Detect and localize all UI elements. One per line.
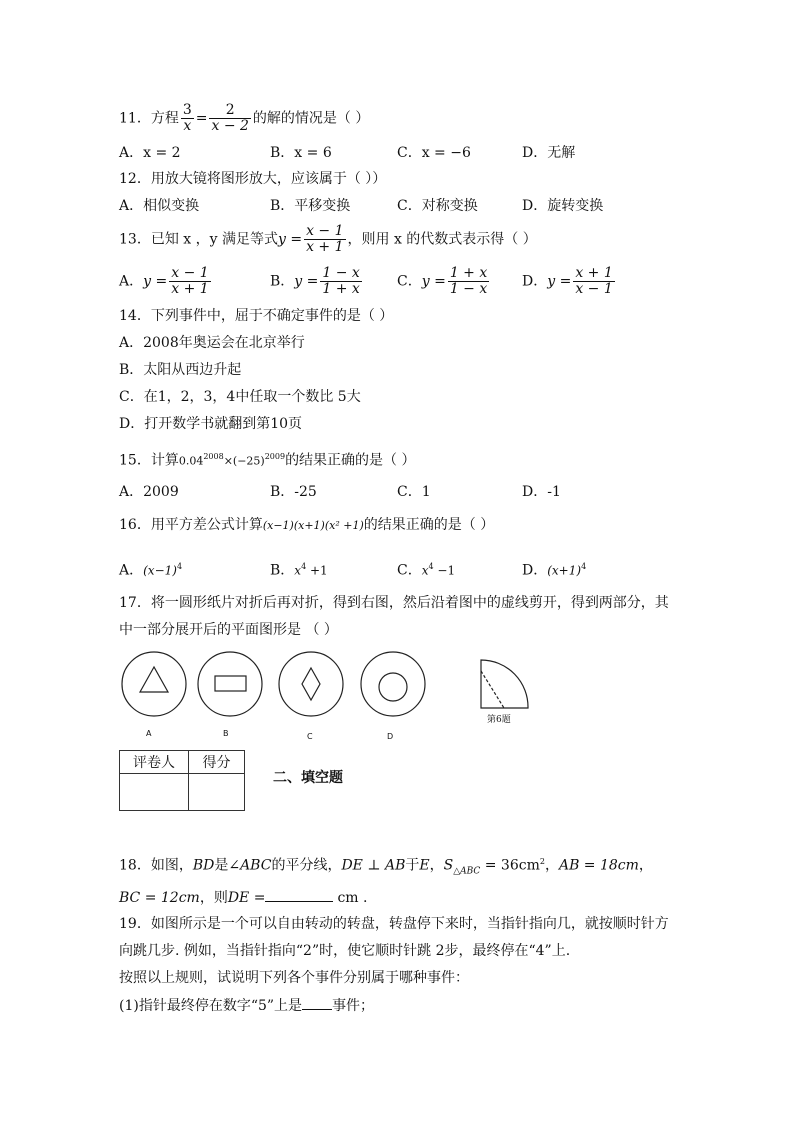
q13-option-b-numerator: 1 − x: [322, 265, 360, 281]
q16-option-b-tail: +1: [306, 563, 328, 578]
q11-option-d: D．无解: [522, 145, 576, 161]
q13-option-a-lhs: y =: [143, 273, 168, 290]
q13-option-d-label: D．: [522, 273, 548, 290]
q16-option-c-label: C．: [397, 562, 422, 579]
q18-angle-abc: ∠ABC: [228, 857, 272, 874]
q18-text-d: 于: [405, 857, 420, 874]
q16-expression: (x−1)(x+1)(x² +1): [262, 519, 364, 532]
q16-option-c-base: x: [421, 563, 429, 578]
q13-stem-y: y =: [277, 231, 303, 248]
q18-area-exponent: 2: [539, 857, 545, 866]
figure-a-label: A: [146, 729, 152, 738]
folded-sector-figure: [481, 660, 528, 708]
q18-area-subscript: △ABC: [453, 866, 481, 877]
q18-ab-length: AB = 18cm: [558, 857, 639, 874]
q16-option-a-label: A．: [119, 562, 144, 579]
q14-stem: 14．下列事件中，屈于不确定事件的是（ ）: [119, 308, 394, 324]
q15-stem-a: 15．计算: [119, 452, 179, 469]
q13-option-b-denominator: 1 + x: [322, 281, 360, 297]
q15-option-d: D．-1: [522, 484, 561, 500]
q13-option-d-lhs: y =: [547, 273, 572, 290]
q13-stem-b: ，则用 x 的代数式表示得（ ）: [347, 231, 537, 248]
q15-base: 0.04: [178, 454, 204, 468]
q13-option-c-lhs: y =: [421, 273, 446, 290]
q13-stem-denominator: x + 1: [306, 239, 344, 255]
q18-unit: cm .: [337, 890, 368, 906]
q18-bd: BD: [192, 857, 215, 874]
grader-header: 评卷人: [120, 751, 189, 774]
q18-bc-length: BC = 12cm: [119, 890, 200, 906]
figure-d-label: D: [387, 732, 394, 741]
q19-line4: [119, 995, 374, 1016]
q15-option-c: C．1: [397, 484, 431, 500]
q18-answer-blank[interactable]: [265, 887, 333, 902]
q14-option-a: A．2008年奥运会在北京举行: [119, 335, 305, 351]
q18-point-e: E: [419, 857, 430, 874]
q16-option-c-tail: −1: [433, 563, 456, 578]
grade-table: [119, 750, 245, 811]
grader-cell[interactable]: [120, 774, 189, 811]
q12-option-d: D．旋转变换: [522, 198, 604, 214]
q18-de-perp-ab: DE ⊥ AB: [341, 857, 406, 874]
q13-stem-numerator: x − 1: [306, 223, 344, 239]
q13-option-b-label: B．: [270, 273, 295, 290]
q18-line2: [119, 887, 367, 908]
q16-option-c-exponent: 4: [428, 562, 434, 571]
q16-option-a-exponent: 4: [176, 562, 183, 571]
q16-option-a-base: (x−1): [143, 563, 177, 578]
q18-text-a: 18．如图，: [119, 857, 193, 874]
q18-text-e: ，: [429, 857, 444, 874]
figure-c-circle-diamond: [279, 652, 343, 716]
q19-line3: 按照以上规则，试说明下列各个事件分别属于哪种事件：: [119, 970, 469, 986]
q11-option-c: C．x = −6: [397, 145, 471, 161]
fold-figure-caption: 第6题: [487, 715, 511, 725]
figure-a-circle-triangle: [122, 652, 186, 716]
q18-area-value: = 36cm: [480, 857, 540, 874]
q19-answer-blank-1[interactable]: [302, 995, 332, 1010]
q13-option-d-numerator: x + 1: [575, 265, 613, 281]
q16-option-d-label: D．: [522, 562, 548, 579]
q13-option-c-denominator: 1 − x: [449, 281, 488, 297]
q19-line2: 向跳几步. 例如，当指针指向“2”时，使它顺时针跳 2步，最终停在“4”上.: [119, 943, 571, 959]
q11-lhs-denominator: x: [183, 118, 192, 134]
q12-option-a: A．相似变换: [119, 198, 200, 214]
q13-option-c-numerator: 1 + x: [449, 265, 488, 281]
score-cell[interactable]: [189, 774, 245, 811]
q15-option-b: B．-25: [270, 484, 317, 500]
q18-line1: [119, 852, 653, 881]
q18-area-symbol: S: [443, 857, 454, 874]
q17-stem-line2: 中一部分展开后的平面图形是 （ ）: [119, 622, 338, 638]
figure-d-circle-ring: [361, 652, 425, 716]
q16-option-d-exponent: 4: [581, 562, 587, 571]
q18-text-f: ，: [544, 857, 559, 874]
q18-text-b: 是: [214, 857, 229, 874]
score-header: 得分: [189, 751, 245, 774]
q11-option-a: A．x = 2: [119, 145, 181, 161]
q17-stem-line1: 17．将一圆形纸片对折后再对折，得到右图，然后沿着图中的虚线剪开，得到两部分，其: [119, 595, 669, 611]
q16-option-d-base: (x+1): [547, 563, 582, 578]
q13-option-a-numerator: x − 1: [171, 265, 209, 281]
q14-option-c: C．在1，2，3，4中任取一个数比 5大: [119, 389, 361, 405]
q18-text-c: 的平分线，: [271, 857, 342, 874]
q16-stem-a: 16．用平方差公式计算: [119, 517, 263, 533]
q18-de-equals: DE =: [227, 890, 266, 906]
q16-option-b-label: B．: [270, 562, 295, 579]
section-title: 二、填空题: [273, 770, 343, 786]
q15-exponent-1: 2008: [203, 452, 224, 461]
q19-subquestion-1-tail: 事件；: [332, 998, 375, 1014]
q13-option-c-label: C．: [397, 273, 422, 290]
q15-stem-b: 的结果正确的是（ ）: [285, 452, 416, 469]
q18-text-h: ，则: [199, 890, 228, 906]
figure-b-label: B: [223, 729, 229, 738]
q13-stem-a: 13．已知 x ，y 满足等式: [119, 231, 278, 248]
q12-option-c: C．对称变换: [397, 198, 478, 214]
q15-option-a: A．2009: [119, 484, 179, 500]
figure-c-label: C: [307, 732, 313, 741]
q12-option-b: B．平移变换: [270, 198, 351, 214]
q13-option-b-lhs: y =: [294, 273, 319, 290]
q15-exponent-2: 2009: [264, 452, 286, 461]
q11-rhs-denominator: x − 2: [211, 118, 249, 134]
q14-option-d: D．打开数学书就翻到第10页: [119, 416, 303, 432]
q13-option-d-denominator: x − 1: [575, 281, 613, 297]
q12-stem: 12．用放大镜将图形放大，应该属于（ ））: [119, 171, 387, 187]
q15-times-factor: ×(−25): [223, 454, 265, 468]
q16-option-b-base: x: [294, 563, 302, 578]
q11-lhs-numerator: 3: [182, 102, 192, 118]
q16-stem-b: 的结果正确的是（ ）: [363, 517, 495, 533]
q13-option-a-denominator: x + 1: [171, 281, 209, 297]
q11-equals: =: [195, 110, 208, 127]
q11-stem-label: 11．方程: [119, 110, 179, 127]
q18-text-g: ，: [638, 857, 653, 874]
q19-subquestion-1: (1)指针最终停在数字“5”上是: [119, 998, 303, 1014]
q19-line1: 19．如图所示是一个可以自由转动的转盘，转盘停下来时，当指针指向几，就按顺时针方: [119, 916, 669, 932]
q16-option-b-exponent: 4: [301, 562, 307, 571]
q13-option-a-label: A．: [119, 273, 144, 290]
q11-rhs-numerator: 2: [209, 103, 250, 119]
figure-b-circle-rectangle: [198, 652, 262, 716]
q11-option-b: B．x = 6: [270, 145, 332, 161]
q11-stem-tail: 的解的情况是（ ）: [252, 110, 370, 127]
q14-option-b: B．太阳从西边升起: [119, 362, 242, 378]
